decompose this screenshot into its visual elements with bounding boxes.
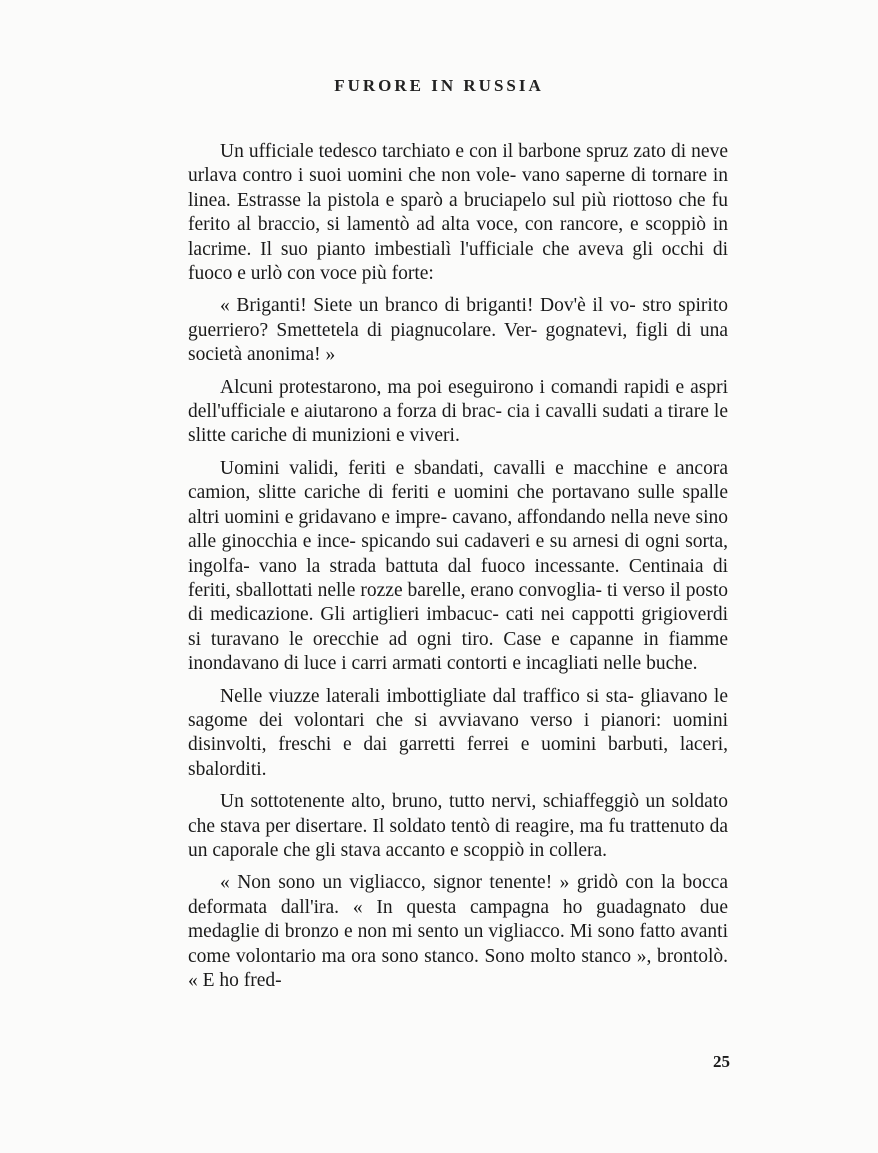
paragraph: Un sottotenente alto, bruno, tutto nervi, schiaffeggiò un soldato che stava per disertare. Il soldato tentò di reagire, ma fu trattenuto da un caporale che gli stava accanto e scoppiò in collera. (188, 791, 728, 861)
page-number: 25 (713, 1052, 730, 1071)
body-text (188, 140, 728, 1001)
running-header: FURORE IN RUSSIA (334, 76, 544, 95)
paragraph: « Non sono un vigliacco, signor tenente! » gridò con la bocca deformata dall'ira. « In questa campagna ho guadagnato due medaglie di bronzo e non mi sento un vigliacco. Mi sono fatto avanti come volontario ma ora sono stanco. Sono molto stanco », brontolò. « E ho fred- (188, 872, 728, 991)
paragraph: Uomini validi, feriti e sbandati, cavalli e macchine e ancora camion, slitte cariche di feriti e uomini che portavano sulle spalle altri uomini e gridavano e impre- cavano, affondando nella neve sino alle ginocchia e ince- spicando sui cadaveri e su arnesi di ogni sorta, ingolfa- vano la strada battuta dal fuoco incessante. Centinaia di feriti, sballottati nelle rozze barelle, erano convoglia- ti verso il posto di medicazione. Gli artiglieri imbacuc- cati nei cappotti grigioverdi si turavano le orecchie ad ogni tiro. Case e capanne in fiamme inondavano di luce i carri armati contorti e incagliati nelle buche. (188, 457, 728, 675)
paragraph: Un ufficiale tedesco tarchiato e con il barbone spruz zato di neve urlava contro i suoi uomini che non vole- vano saperne di tornare in linea. Estrasse la pistola e sparò a bruciapelo sul più riottoso che fu ferito al braccio, si lamentò ad alta voce, con rancore, e scoppiò in lacrime. Il suo pianto imbestialì l'ufficiale che aveva gli occhi di fuoco e urlò con voce più forte: (188, 141, 728, 285)
paragraph: Alcuni protestarono, ma poi eseguirono i comandi rapidi e aspri dell'ufficiale e aiutarono a forza di brac- cia i cavalli sudati a tirare le slitte cariche di munizioni e viveri. (188, 376, 728, 447)
paragraph: « Briganti! Siete un branco di briganti! Dov'è il vo- stro spirito guerriero? Smettetela di piagnucolare. Ver- gognatevi, figli di una società anonima! » (188, 295, 728, 366)
paragraph: Nelle viuzze laterali imbottigliate dal traffico si sta- gliavano le sagome dei volontari che si avviavano verso i pianori: uomini disinvolti, freschi e dai garretti ferrei e uomini barbuti, laceri, sbalorditi. (188, 685, 728, 780)
